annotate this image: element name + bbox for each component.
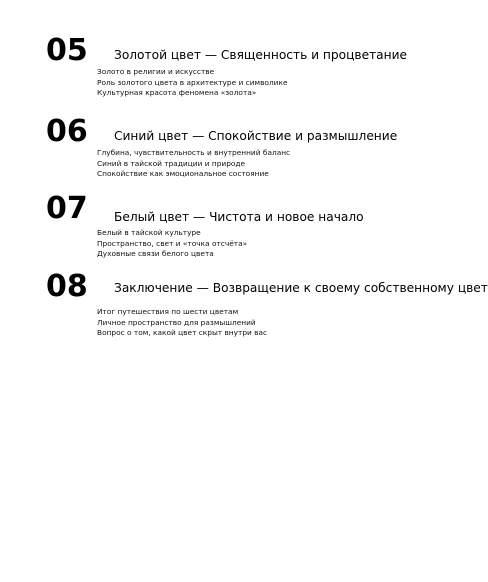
section-item: Личное пространство для размышлений [97, 317, 256, 327]
section-title: Белый цвет — Чистота и новое начало [114, 210, 364, 224]
section-08 [0, 269, 488, 342]
section-item: Культурная красота феномена «золота» [97, 88, 257, 98]
section-item: Итог путешествия по шести цветам [97, 307, 239, 316]
section-items [97, 148, 290, 180]
section-items [97, 228, 247, 260]
section-item: Спокойствие как эмоциональное состояние [97, 169, 269, 179]
section-item: Духовные связи белого цвета [97, 249, 214, 259]
section-items [97, 67, 288, 99]
section-title: Заключение — Возвращение к своему собственному цвет [114, 281, 488, 295]
section-number: 08 [46, 269, 88, 304]
section-number: 06 [46, 114, 88, 149]
section-item: Белый в тайской культуре [97, 228, 201, 237]
section-items [97, 307, 267, 339]
section-number: 05 [46, 33, 88, 68]
section-item: Пространство, свет и «точка отсчёта» [97, 238, 248, 248]
section-title: Синий цвет — Спокойствие и размышление [114, 129, 398, 143]
section-number: 07 [46, 191, 88, 226]
section-item: Золото в религии и искусстве [97, 67, 215, 76]
section-item: Глубина, чувствительность и внутренний баланс [97, 148, 291, 157]
section-05 [0, 33, 450, 106]
section-item: Вопрос о том, какой цвет скрыт внутри вас [97, 328, 268, 338]
section-item: Роль золотого цвета в архитектуре и символике [97, 77, 288, 87]
section-07 [0, 191, 450, 264]
section-title: Золотой цвет — Священность и процветание [114, 48, 408, 62]
section-item: Синий в тайской традиции и природе [97, 158, 246, 168]
section-06 [0, 114, 450, 187]
